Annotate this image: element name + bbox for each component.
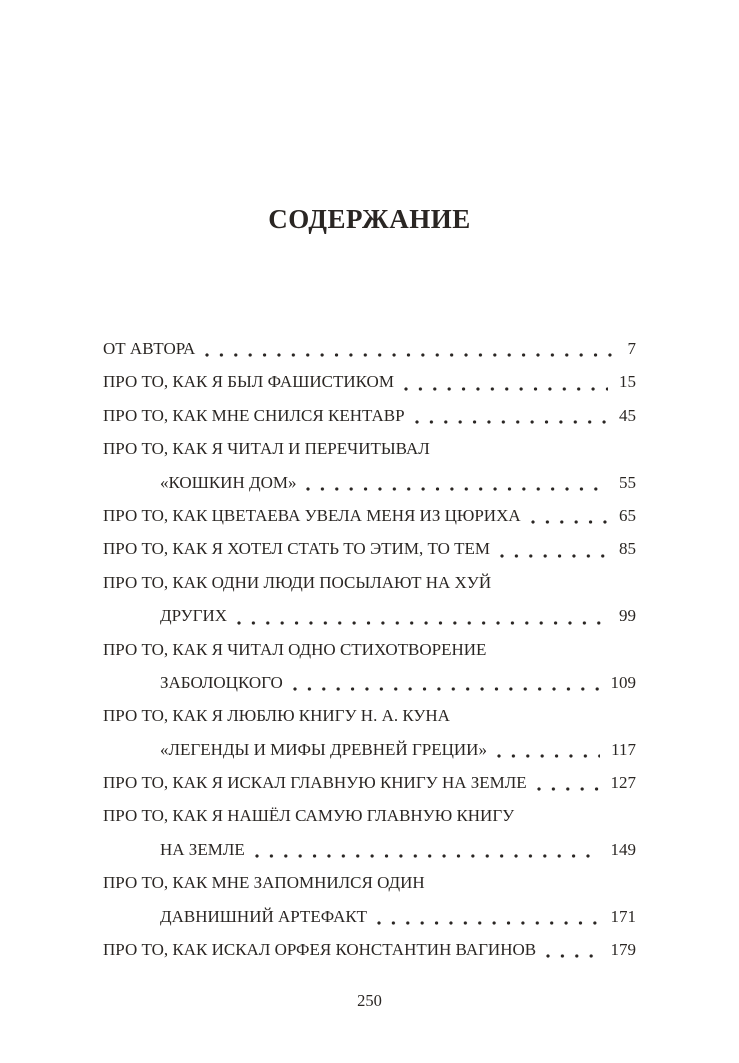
toc-entry-page-number: 55	[619, 472, 636, 492]
dot-leader	[500, 554, 608, 558]
dot-leader	[255, 854, 600, 858]
toc-entry-title: «ЛЕГЕНДЫ И МИФЫ ДРЕВНЕЙ ГРЕЦИИ»	[160, 739, 487, 759]
toc-entry-title: «КОШКИН ДОМ»	[160, 472, 297, 492]
toc-entry-page-number: 127	[610, 773, 636, 793]
book-page	[103, 0, 636, 1011]
toc-entry-title: ЗАБОЛОЦКОГО	[160, 672, 283, 692]
toc-entry-title: ПРО ТО, КАК Я ХОТЕЛ СТАТЬ ТО ЭТИМ, ТО ТЕМ	[103, 539, 491, 559]
dot-leader	[537, 787, 600, 791]
toc-entry-title: ОТ АВТОРА	[103, 339, 196, 358]
toc-entry-line	[103, 566, 636, 599]
toc-entry-title: ПРО ТО, КАК Я ИСКАЛ ГЛАВНУЮ КНИГУ НА ЗЕМЛЕ	[103, 773, 527, 793]
toc-entry-line	[103, 699, 636, 732]
toc-entry-line	[103, 499, 636, 532]
toc-entry-page-number: 179	[610, 940, 636, 960]
toc-entry-page-number: 65	[619, 505, 636, 525]
toc-entry-page-number: 15	[619, 372, 636, 392]
toc-entry-title: ПРО ТО, КАК Я НАШЁЛ САМУЮ ГЛАВНУЮ КНИГУ	[103, 806, 515, 826]
dot-leader	[404, 387, 608, 391]
toc-list	[103, 332, 636, 966]
toc-entry-page-number: 117	[611, 739, 636, 759]
dot-leader	[415, 420, 608, 424]
toc-entry-page-number: 171	[610, 906, 636, 926]
dot-leader	[237, 621, 608, 625]
toc-entry-page-number: 109	[610, 672, 636, 692]
toc-entry-line	[103, 766, 636, 799]
toc-entry-title: ПРО ТО, КАК ИСКАЛ ОРФЕЯ КОНСТАНТИН ВАГИНОВ	[103, 940, 537, 960]
toc-entry-line	[103, 733, 636, 766]
toc-entry-title: ДРУГИХ	[160, 606, 228, 626]
toc-entry-title: НА ЗЕМЛЕ	[160, 839, 245, 859]
toc-entry-page-number: 85	[619, 539, 636, 559]
toc-entry-page-number: 149	[610, 839, 636, 859]
toc-entry-line	[103, 332, 636, 365]
toc-entry-title: ПРО ТО, КАК Я ЧИТАЛ ОДНО СТИХОТВОРЕНИЕ	[103, 639, 487, 659]
folio-page-number: 250	[357, 991, 382, 1011]
toc-entry-line	[103, 866, 636, 899]
toc-entry-line	[103, 833, 636, 866]
toc-entry-line	[103, 933, 636, 966]
dot-leader	[306, 487, 608, 491]
toc-entry-line	[103, 599, 636, 632]
toc-entry-line	[103, 365, 636, 398]
page-title: СОДЕРЖАНИЕ	[268, 204, 471, 234]
toc-entry-title: ПРО ТО, КАК МНЕ ЗАПОМНИЛСЯ ОДИН	[103, 873, 425, 893]
toc-entry-page-number: 99	[619, 606, 636, 626]
toc-entry-line	[103, 666, 636, 699]
dot-leader	[205, 353, 616, 357]
toc-entry-title: ПРО ТО, КАК Я БЫЛ ФАШИСТИКОМ	[103, 372, 394, 392]
toc-entry-title: ПРО ТО, КАК МНЕ СНИЛСЯ КЕНТАВР	[103, 405, 405, 425]
toc-entry-title: ПРО ТО, КАК Я ЧИТАЛ И ПЕРЕЧИТЫВАЛ	[103, 439, 430, 459]
toc-entry-line	[103, 532, 636, 565]
dot-leader	[546, 954, 599, 958]
dot-leader	[531, 520, 608, 524]
toc-entry-title: ПРО ТО, КАК ОДНИ ЛЮДИ ПОСЫЛАЮТ НА ХУЙ	[103, 572, 492, 592]
toc-entry-title: ПРО ТО, КАК Я ЛЮБЛЮ КНИГУ Н. А. КУНА	[103, 706, 450, 726]
toc-entry-line	[103, 799, 636, 832]
toc-entry-title: ДАВНИШНИЙ АРТЕФАКТ	[160, 906, 368, 926]
dot-leader	[293, 687, 600, 691]
toc-entry-line	[103, 399, 636, 432]
toc-entry-page-number: 7	[627, 339, 636, 358]
toc-entry-title: ПРО ТО, КАК ЦВЕТАЕВА УВЕЛА МЕНЯ ИЗ ЦЮРИХА	[103, 505, 521, 525]
dot-leader	[377, 921, 599, 925]
toc-entry-line	[103, 466, 636, 499]
toc-entry-page-number: 45	[619, 405, 636, 425]
dot-leader	[497, 754, 600, 758]
toc-entry-line	[103, 633, 636, 666]
toc-entry-line	[103, 432, 636, 465]
toc-entry-line	[103, 900, 636, 933]
